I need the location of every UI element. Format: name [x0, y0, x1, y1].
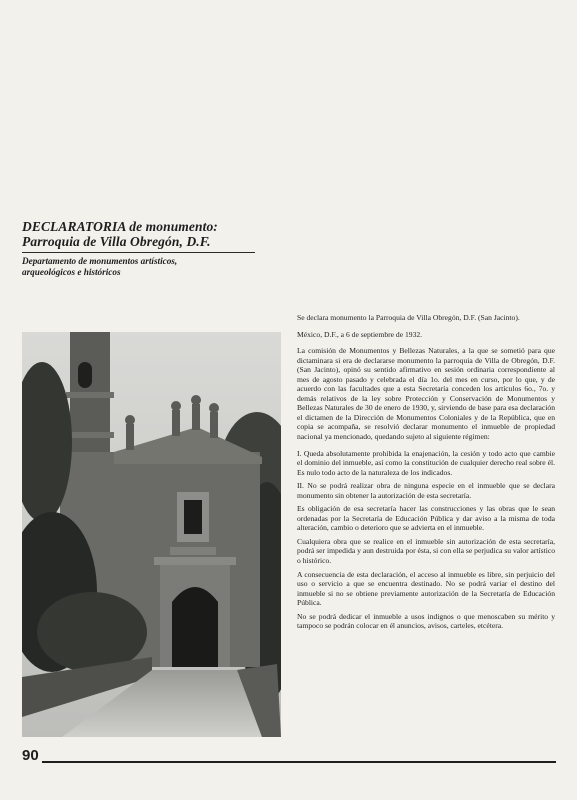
- paragraph-clause-2: II. No se podrá realizar obra de ninguna especie en el inmueble que se declara monumento sin obtener la autorización de esta secretaría.: [297, 481, 555, 500]
- paragraph-clause-1: I. Queda absolutamente prohibida la enajenación, la cesión y todo acto que cambie el dominio del inmueble, así como la constitución de cualquier derecho real sobre él. Es nulo todo acto de la naturaleza de los indicados.: [297, 448, 555, 477]
- paragraph-unauthorized-works: Cualquiera obra que se realice en el inmueble sin autorización de esta secretaría, podrá ser impedida y aun destruida por ésta, si con ella se perjudica su valor artístico o histórico.: [297, 536, 555, 566]
- department-line-2: arqueológicos e históricos: [22, 267, 121, 277]
- paragraph-obligation: Es obligación de esa secretaría hacer las construcciones y las obras que le sean ordenadas por la Secretaría de Educación Pública y dar aviso a la misma de toda alteración, cambio o deterioro que se advierta en el inmueble.: [297, 504, 555, 533]
- paragraph-intro: Se declara monumento la Parroquia de Villa Obregón, D.F. (San Jacinto).: [297, 313, 520, 322]
- paragraph-commission: La comisión de Monumentos y Bellezas Naturales, a la que se sometió para que dictaminara si era de declararse monumento la parroquia de Villa de Obregón, D.F. (San Jacinto), opinó su sentido afirmativo en sesión ordinaria correspondiente al mes de agosto pasado y celebrada el día 1o. del mes en curso, por lo que, y de acuerdo con las facultades que a esta Secretaría conceden los artículos 6o., 7o. y demás relativos de la ley sobre Protección y Conservación de Monumentos y Bellezas Naturales de 30 de enero de 1930, y, sirviendo de base para esa declaración el dictamen de la Dirección de Monumentos Coloniales y de la República, que en copia se acompaña, se resolvió declarar monumento el inmueble de propiedad nacional ya mencionado, quedando sujeto al siguiente régimen:: [297, 346, 555, 442]
- title-line-2: Parroquia de Villa Obregón, D.F.: [22, 234, 211, 249]
- article-heading: [22, 219, 282, 278]
- church-facade-photo: [22, 332, 281, 737]
- paragraph-access: A consecuencia de esta declaración, el acceso al inmueble es libre, sin perjuicio del uso o servicio a que se encuentra destinado. No se podrá variar el destino del inmueble si no se obtiene previamente autorización de la Secretaría de Educación Pública.: [297, 569, 555, 608]
- paragraph-use: No se podrá dedicar el inmueble a usos indignos o que menoscaben su mérito y tampoco se podrán colocar en él anuncios, avisos, carteles, etcétera.: [297, 611, 555, 631]
- footer-rule: [42, 761, 556, 763]
- page-number: 90: [22, 747, 39, 764]
- title-divider: [22, 252, 255, 253]
- department-line-1: Departamento de monumentos artísticos,: [22, 256, 178, 266]
- paragraph-date: México, D.F., a 6 de septiembre de 1932.: [297, 329, 423, 339]
- declaration-text: [297, 313, 555, 635]
- title-line-1: DECLARATORIA de monumento:: [22, 219, 218, 234]
